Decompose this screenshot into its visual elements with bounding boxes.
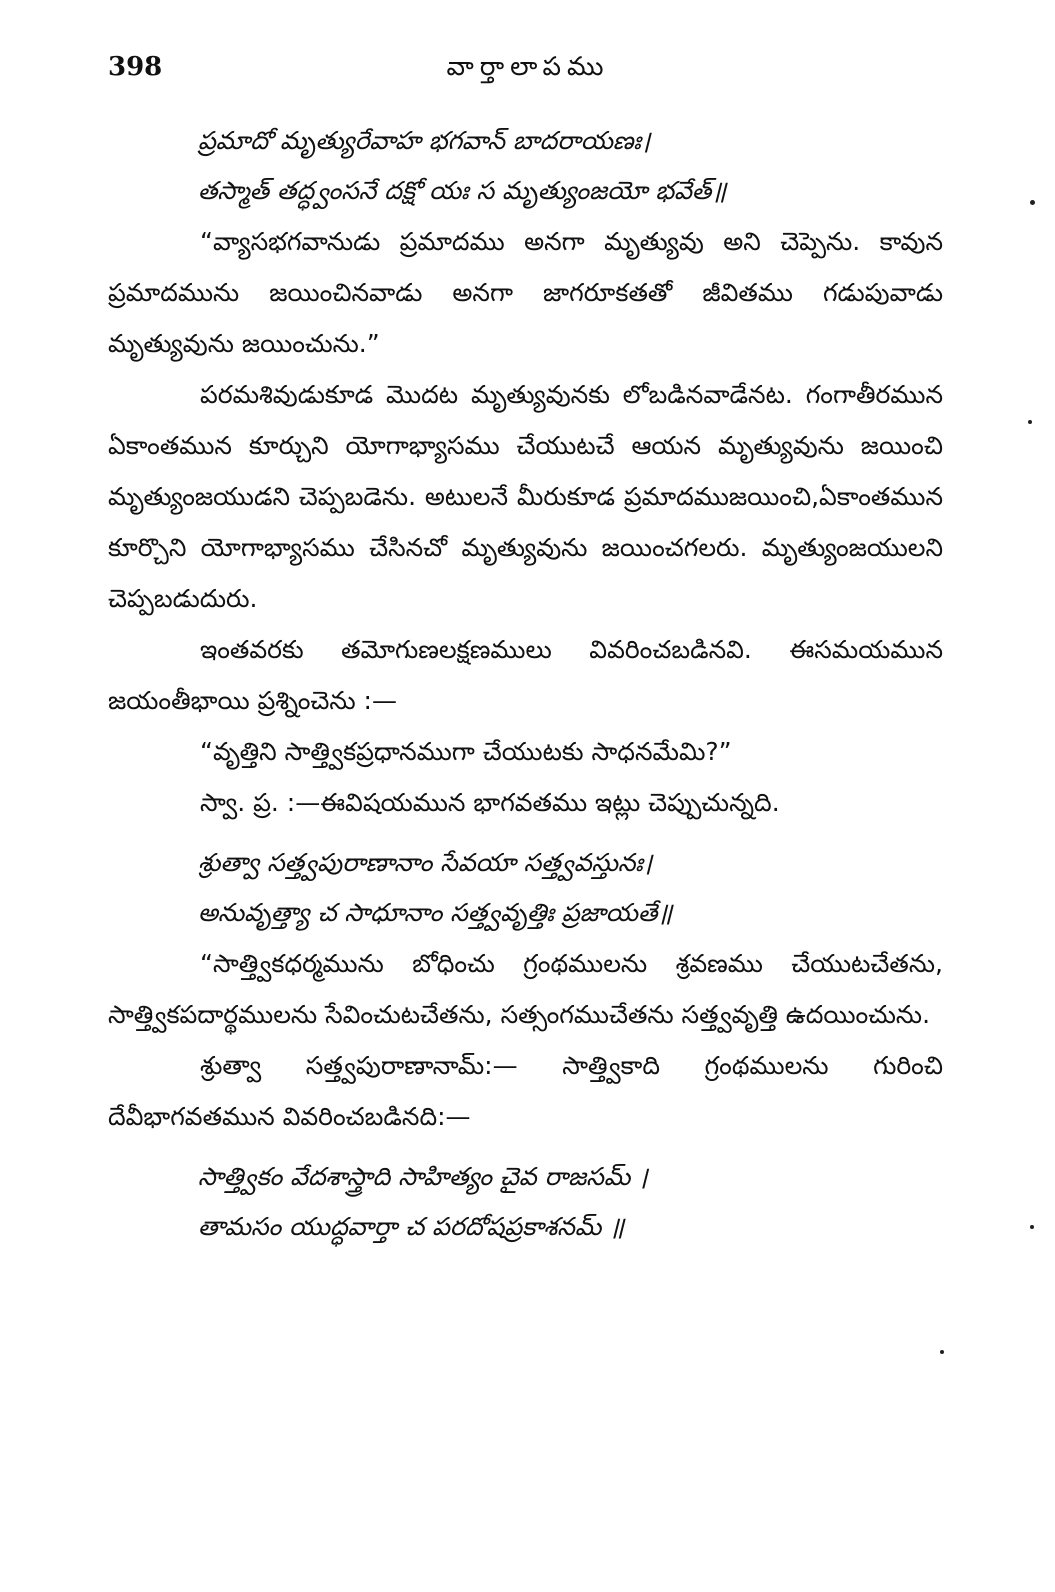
paragraph: “వ్యాసభగవానుడు ప్రమాదము అనగా మృత్యువు అని చెప్పెను. కావున ప్రమాదమును జయించినవాడు అనగా జాగరూకతతో జీవితము గడుపువాడు మృత్యువును జయించును.” bbox=[108, 227, 943, 358]
sanskrit-verse-line: సాత్త్వికం వేదశాస్త్రాది సాహిత్యం చైవ రాజసమ్ । bbox=[198, 1162, 648, 1191]
sanskrit-verse-line: అనువృత్త్యా చ సాధూనాం సత్త్వవృత్తిః ప్రజాయతే॥ bbox=[198, 898, 673, 927]
paragraph: స్వా. ప్ర. :—ఈవిషయమున భాగవతము ఇట్లు చెప్పుచున్నది. bbox=[200, 788, 780, 817]
paragraph: ఇంతవరకు తమోగుణలక్షణములు వివరించబడినవి. ఈసమయమున జయంతీభాయి ప్రశ్నించెను :— bbox=[108, 635, 943, 715]
running-title: వార్తాలాపము bbox=[446, 52, 610, 82]
paragraph: పరమశివుడుకూడ మొదట మృత్యువునకు లోబడినవాడేనట. గంగాతీరమున ఏకాంతమున కూర్చుని యోగాభ్యాసము చేయుటచే ఆయన మృత్యువును జయించి మృత్యుంజయుడని చెప్పబడెను. అటులనే మీరుకూడ ప్రమాదముజయించి,ఏకాంతమున కూర్చొని యోగాభ్యాసము చేసినచో మృత్యువును జయించగలరు. మృత్యుంజయులని చెప్పబడుదురు. bbox=[108, 380, 943, 613]
sanskrit-verse-line: తస్మాత్ తద్ధ్వంసనే దక్షో యః స మృత్యుంజయో భవేత్॥ bbox=[198, 176, 727, 205]
scan-speck bbox=[1030, 1225, 1034, 1229]
paragraph: శ్రుత్వా సత్త్వపురాణానామ్:— సాత్త్వికాది గ్రంథములను గురించి దేవీభాగవతమున వివరించబడినది:— bbox=[108, 1051, 943, 1131]
page-number: 398 bbox=[108, 52, 163, 82]
sanskrit-verse-line: ప్రమాదో మృత్యురేవాహ భగవాన్ బాదరాయణః। bbox=[198, 126, 651, 155]
sanskrit-verse-line: శ్రుత్వా సత్త్వపురాణానాం సేవయా సత్త్వవస్తునః। bbox=[198, 848, 653, 877]
paragraph: “సాత్త్వికధర్మమును బోధించు గ్రంథములను శ్రవణము చేయుటచేతను, సాత్త్వికపదార్థములను సేవించుటచేతను, సత్సంగముచేతను సత్త్వవృత్తి ఉదయించును. bbox=[108, 949, 943, 1029]
scan-speck bbox=[940, 1350, 944, 1354]
page-header bbox=[108, 52, 948, 92]
scan-speck bbox=[1028, 420, 1032, 424]
sanskrit-verse-line: తామసం యుద్ధవార్తా చ పరదోషప్రకాశనమ్ ॥ bbox=[198, 1212, 625, 1241]
scan-speck bbox=[1030, 200, 1035, 205]
page-body bbox=[108, 116, 943, 1252]
question-line: “వృత్తిని సాత్త్వికప్రధానముగా చేయుటకు సాధనమేమి?” bbox=[200, 737, 732, 766]
